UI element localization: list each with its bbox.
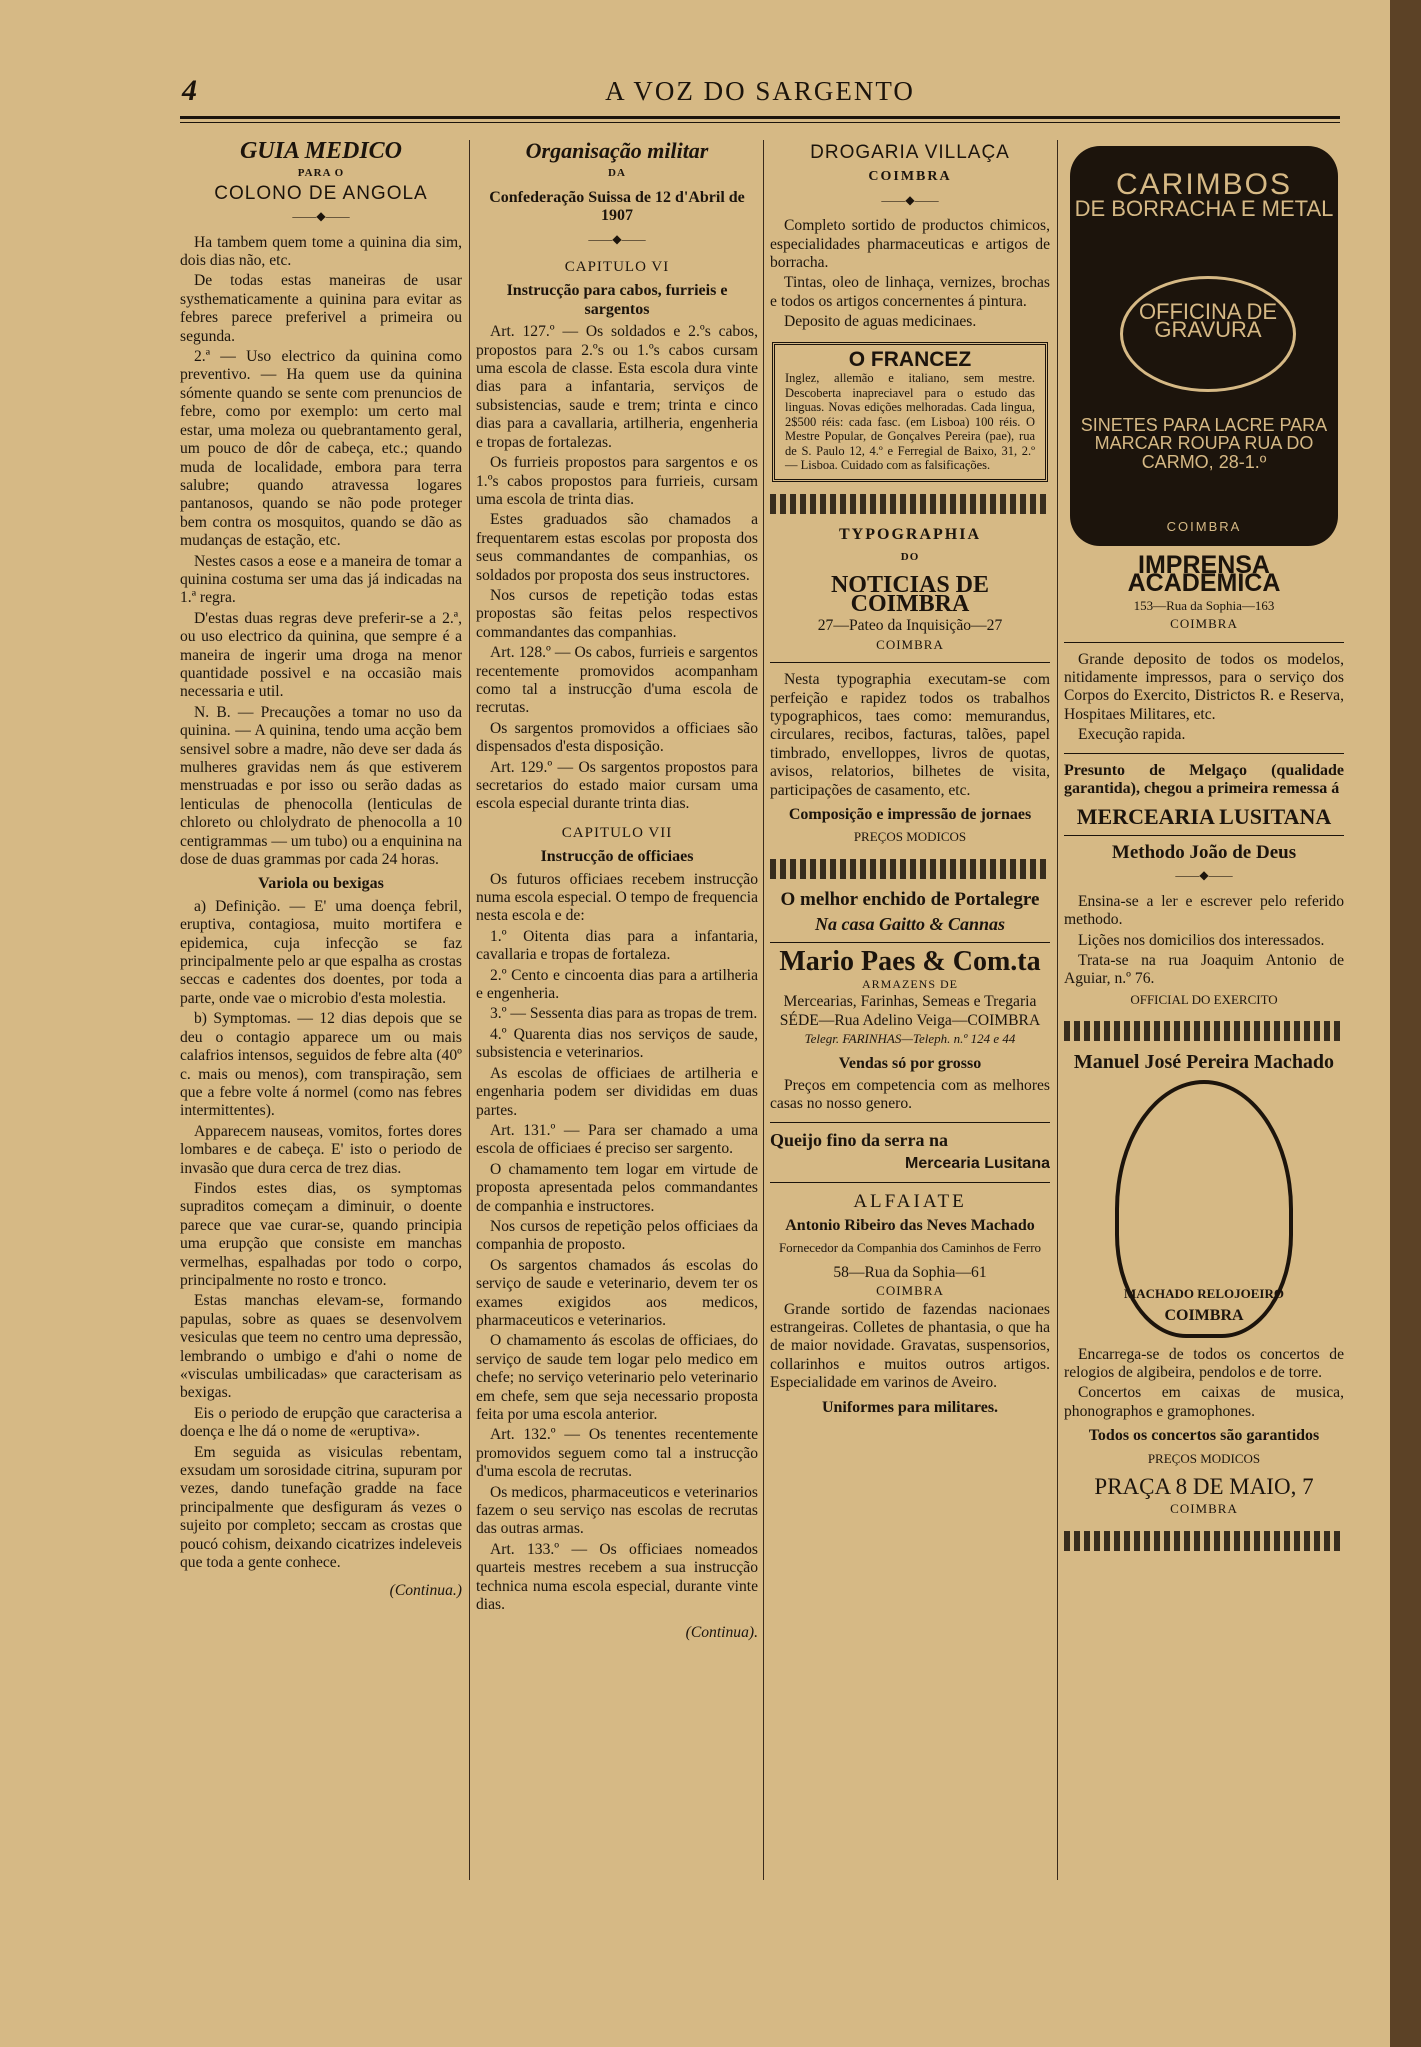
paragraph: Os futuros officiaes recebem instrucção numa escola especial. O tempo de frequencia nesta escola e de: [476,870,758,925]
ad-kicker: ARMAZENS DE [861,976,958,991]
paragraph: Art. 128.º — Os cabos, furrieis e sargentos recentemente promovidos acompanham como tal a instrucção d'uma escola de recrutas. [476,644,758,717]
ad-highlight: Composição e impressão de jornaes [788,805,1032,823]
ornament-divider: ——◆—— [588,231,646,246]
ad-highlight: Vendas só por grosso [838,1054,982,1072]
ad-address: 58—Rua da Sophia—61 [833,1263,987,1281]
ornament-bar [1064,1021,1344,1041]
paragraph: De todas estas maneiras de usar systhematicamente a quinina para evitar as febres parece preferivel a primeira ou segunda. [180,272,462,345]
paragraph: Os sargentos promovidos a officiaes são dispensados d'esta disposição. [476,719,758,756]
ad-city: COIMBRA [868,169,952,185]
header-rule [180,116,1340,123]
paragraph: Ha tambem quem tome a quinina dia sim, dois dias não, etc. [180,233,462,270]
ad-title-drogaria: DROGARIA VILLAÇA [810,142,1010,163]
ad-telephone: Telegr. FARINHAS—Teleph. n.º 124 e 44 [804,1031,1016,1047]
ad-city: COIMBRA [876,636,944,652]
paragraph: Nos cursos de repetição todas estas propostas são feitas pelos respectivos commandantes das companhias. [476,586,758,641]
emblem-city: COIMBRA [1164,1307,1244,1325]
paragraph: Encarrega-se de todos os concertos de relogios de algibeira, pendolos e de torre. [1064,1345,1344,1381]
ad-highlight: Uniformes para militares. [821,1398,999,1416]
article-subtitle: COLONO DE ANGOLA [214,182,428,204]
ornament-bar [770,859,1050,879]
page-edge [1390,0,1421,2047]
paragraph: Deposito de aguas medicinaes. [784,313,977,331]
ad-city: COIMBRA [876,1283,944,1299]
separator [770,1182,1050,1183]
paragraph: Estas manchas elevam-se, formando papulas, sobre as quaes se desenvolvem vesiculas que teem no centro uma depressão, lembrando o umbigo e d'ahi o nome de «visculas umbilicadas» que caracterisam as bexigas. [180,1292,462,1402]
continued-note: (Continua). [685,1624,758,1642]
ad-address: 153—Rua da Sophia—163 [1133,597,1275,613]
article-subtitle: Confederação Suissa de 12 d'Abril de 1907 [489,188,745,225]
chapter-title: Instrucção de officiaes [540,848,694,866]
paragraph: Eis o periodo de erupção que caracterisa a doença e lhe dá o nome de «eruptiva». [180,1404,462,1441]
ad-address: SÉDE—Rua Adelino Veiga—COIMBRA [779,1011,1041,1029]
ad-carimbos-engraving [1070,146,1338,546]
paragraph: Ensina-se a ler e escrever pelo referido methodo. [1064,892,1344,929]
ad-sub-portalegre: Na casa Gaitto & Cannas [814,914,1006,935]
paragraph: Trata-se na rua Joaquim Antonio de Aguiar, n.º 76. [1064,951,1344,988]
ad-title-imprensa: IMPRENSA ACADEMICA [1127,551,1281,598]
separator [1064,835,1344,836]
column-guia-medico [180,130,462,1890]
column-divider [1057,140,1058,1880]
stamp-title: CARIMBOS [1115,168,1293,201]
chapter-heading: CAPITULO VII [561,824,673,841]
column-divider [469,140,470,1880]
paragraph: Em seguida as visiculas rebentam, exsudam um sorosidade citrina, supuram por vezes, dando tunefação gradde na face principalmente que desfiguram ás vezes o sujeito por completo; seccam as crostas que poucó cohism, deixando cicatrizes indeleveis que toda a gente conhece. [180,1443,462,1572]
ad-kicker: DO [900,551,920,564]
paragraph: Art. 132.º — Os tenentes recentemente promovidos seguem como tal a instrucção d'uma escola de recrutas. [476,1426,758,1481]
paragraph: Tintas, oleo de linhaça, vernizes, brochas e todos os artigos concernentes á pintura. [770,274,1050,310]
column-organisacao-militar [476,130,758,1890]
paragraph: 2.º Cento e cincoenta dias para a artilheria e engenheria. [476,966,758,1003]
ornament-divider: ——◆—— [881,192,939,207]
paragraph: O chamamento tem logar em virtude de proposta apresentada pelos commandantes de companhia e instructores. [476,1160,758,1215]
stamp-ring [1120,276,1296,392]
article-title: GUIA MEDICO [239,138,403,164]
paragraph: Apparecem nauseas, vomitos, fortes dores lombares e de cabeça. E' isto o periodo de invasão que dura cerca de trez dias. [180,1122,462,1177]
ad-prices: PREÇOS MODICOS [1147,1450,1261,1466]
page-number: 4 [182,74,197,107]
ad-city: COIMBRA [1170,616,1238,632]
ad-title-alfaiate: ALFAIATE [853,1190,967,1212]
column-divider [763,140,764,1880]
ad-title-queijo: Queijo fino da serra na [770,1129,948,1150]
separator [770,1122,1050,1123]
ad-presunto: Presunto de Melgaço (qualidade garantida), chegou a primeira remessa á [1064,761,1344,798]
paragraph: Lições nos domicilios dos interessados. [1078,931,1325,949]
watchmaker-emblem [1115,1080,1293,1338]
paragraph: Nos cursos de repetição pelos officiaes da companhia de proposto. [476,1217,758,1254]
ad-address: 27—Pateo da Inquisição—27 [817,617,1003,635]
paragraph: Estes graduados são chamados a frequentarem estas escolas por proposta dos seus commandantes de companhias, os soldados por proposta dos seus instructores. [476,511,758,584]
ad-highlight: Todos os concertos são garantidos [1088,1427,1320,1445]
continued-note: (Continua.) [389,1582,462,1600]
ad-line: Mercearias, Farinhas, Semeas e Tregaria [783,993,1037,1011]
stamp-details: SINETES PARA LACRE PARA MARCAR ROUPA RUA DO CARMO, 28-1.º [1080,415,1328,472]
paragraph: a) Definição. — E' uma doença febril, eruptiva, contagiosa, muito mortifera e epidemica, cuja infecção se faz principalmente pelo ar que espalha as crostas seccas e cadentes dos doentes, por toda a parte, onde vae o microbio d'esta molestia. [180,897,462,1007]
article-kicker: DA [608,167,626,180]
ad-city: COIMBRA [1170,1501,1238,1517]
section-heading: Variola ou bexigas [258,875,384,893]
paragraph: Art. 131.º — Para ser chamado a uma escola de officiaes é preciso ser sargento. [476,1121,758,1158]
ad-title-francez: O FRANCEZ [848,347,972,371]
paragraph: Art. 133.º — Os officiaes nomeados quarteis mestres recebem a sua instrucção technica numa escola especial, durante vinte dias. [476,1540,758,1614]
paragraph: Concertos em caixas de musica, phonographos e gramophones. [1064,1384,1344,1420]
article-kicker: PARA O [297,167,345,180]
masthead: A VOZ DO SARGENTO [605,76,915,106]
ad-name-noticias: NOTICIAS DE COIMBRA [830,572,990,617]
paragraph: Preços em competencia com as melhores casas no nosso genero. [770,1077,1050,1113]
paragraph: 3.º — Sessenta dias para as tropas de trem. [490,1005,758,1023]
paragraph: Art. 127.º — Os soldados e 2.ºs cabos, propostos para 2.ºs ou 1.ºs cabos cursam uma escola de classe. Esta escola dura vinte dias para a infantaria, serviços de subsistencias, saude e trem; trinta e cinco dias para a cavallaria, artilheria, engenheria e tropas de fortalezas. [476,323,758,451]
stamp-ring-text: OFFICINA DE GRAVURA [1138,299,1278,343]
ad-box-francez [772,342,1048,482]
paragraph: Nestes casos a eose e a maneira de tomar a quinina costuma ser uma das já indicadas na 1.ª regra. [180,552,462,607]
ornament-bar [1064,1531,1344,1551]
article-title: Organisação militar [525,138,709,163]
separator [770,662,1050,663]
ad-sub-queijo: Mercearia Lusitana [905,1155,1050,1173]
ornament-divider: ——◆—— [292,209,350,224]
paragraph: D'estas duas regras deve preferir-se a 2.ª, ou uso electrico da quinina, que sempre é a maneira de ingerir uma droga na menor quantidade possivel e na occasião mais necessaria e util. [180,609,462,701]
paragraph: Os sargentos chamados ás escolas do serviço de saude e veterinario, devem ter os exames exigidos aos medicos, pharmaceuticos e veterinarios. [476,1256,758,1329]
paragraph: Grande deposito de todos os modelos, nitidamente impressos, para o serviço dos Corpos do Exercito, Districtos R. e Reserva, Hospitaes Militares, etc. [1064,650,1344,723]
ornament-divider: ——◆—— [1175,868,1233,883]
ad-signature: OFFICIAL DO EXERCITO [1130,991,1278,1007]
chapter-heading: CAPITULO VI [564,259,670,276]
ad-title-typographia: TYPOGRAPHIA [839,525,981,543]
emblem-text: MACHADO RELOJOEIRO [1124,1286,1284,1302]
ad-name-alfaiate: Antonio Ribeiro das Neves Machado [785,1217,1035,1235]
ad-title-portalegre: O melhor enchido de Portalegre [780,888,1040,910]
chapter-title: Instrucção para cabos, furrieis e sargentos [506,282,728,318]
paragraph: Grande sortido de fazendas nacionaes estrangeiras. Colletes de phantasia, o que ha de maior novidade. Gravatas, suspensorios, collarinhos e muitos outros artigos. Especialidade em varinos de Aveiro. [770,1300,1050,1392]
paragraph: 2.ª — Uso electrico da quinina como preventivo. — Ha quem use da quinina sómente quando se sente com prenuncios de febre, como por exemplo: um certo mal estar, uma moleza ou quebrantamento geral, um pouco de dôr de cabeça, etc.; quando muda de localidade, embora para terra salubre; quando atravessa logares pantanosos, quando se não pode proteger bem contra os mosquitos, quando se dão as mudanças de estação, etc. [180,348,462,550]
page-header [180,70,1340,114]
ad-title-mario-paes: Mario Paes & Com.ta [779,945,1041,977]
paragraph: b) Symptomas. — 12 dias depois que se deu o contagio apparece um ou mais calafrios intensos, seguidos de febre alta (40º c. mais ou menos), com transpiração, sem que a febre volte á normel (como nas febres intermittentes). [180,1010,462,1120]
ad-sub-alfaiate: Fornecedor da Companhia dos Caminhos de Ferro [778,1240,1042,1256]
stamp-subtitle: DE BORRACHA E METAL [1074,196,1334,222]
separator [770,942,1050,943]
paragraph: Os medicos, pharmaceuticos e veterinarios fazem o seu serviço nas escolas de recrutas das outras armas. [476,1483,758,1538]
paragraph: Execução rapida. [1078,726,1186,744]
stamp-city: COIMBRA [1166,519,1242,534]
paragraph: Completo sortido de productos chimicos, especialidades pharmaceuticas e artigos de borracha. [770,217,1050,272]
paragraph: 4.º Quarenta dias nos serviços de saude, subsistencia e veterinarios. [476,1025,758,1062]
paragraph: 1.º Oitenta dias para a infantaria, cavallaria e tropas de fortaleza. [476,927,758,964]
paragraph: Findos estes dias, os symptomas supraditos começam a diminuir, o doente parece que vae curar-se, quando principia uma erupção que consiste em manchas vermelhas, espalhadas por todo o corpo, principalmente no rosto e tronco. [180,1179,462,1289]
ad-title-mercearia: MERCEARIA LUSITANA [1076,804,1332,830]
ornament-bar [770,494,1050,514]
column-advertisements-left [770,130,1050,1890]
paragraph: N. B. — Precauções a tomar no uso da quinina. — A quinina, tendo uma acção bem sensivel sobre a madre, não deve ser dada ás mulheres gravidas nem ás que estiverem menstruadas e por isso ou serão dadas as lenticulas de phenocolla (lenticulas de chloreto ou chlolydrato de phenocolla a 10 centigrammas — um tubo) ou a enquinina na dose de duas grammas por cada 24 horas. [180,703,462,869]
paragraph: Os furrieis propostos para sargentos e os 1.ºs cabos propostos para furrieis, cursam uma escola de trinta dias. [476,454,758,508]
paragraph: As escolas de officiaes de artilheria e engenharia podem ser divididas em duas partes. [476,1064,758,1119]
ad-address: PRAÇA 8 DE MAIO, 7 [1094,1473,1314,1499]
separator [1064,642,1344,643]
paragraph: Nesta typographia executam-se com perfeição e rapidez todos os trabalhos typographicos, taes como: memurandus, circulares, recibos, facturas, talões, papel timbrado, envelloppes, livros de quotas, avisos, relatorios, bilhetes de visita, participações de casamento, etc. [770,671,1050,799]
ad-title-machado: Manuel José Pereira Machado [1073,1051,1335,1074]
column-advertisements-right [1064,130,1344,1890]
ad-prices: PREÇOS MODICOS [853,829,967,845]
separator [1064,753,1344,754]
paragraph: O chamamento ás escolas de officiaes, do serviço de saude tem logar pelo medico em chefe; no serviço veterinario pelo veterinario em chefe, sem que seja necessario proposta feita por uma escola anterior. [476,1332,758,1423]
ad-text-francez: Inglez, allemão e italiano, sem mestre. Descoberta inapreciavel para o estudo das linguas. Novas edições melhoradas. Cada lingua, 2$500 réis: cada fasc. (em Lisboa) 100 réis. O Mestre Popular, de Gonçalves Pereira (pae), rua de S. Paulo 12, 4.º e Ferregial de Baixo, 31, 2.º — Lisboa. Cuidado com as falsificações. [785,371,1035,473]
paragraph: Art. 129.º — Os sargentos propostos para secretarios do estado maior cursam uma escola especial durante trinta dias. [476,758,758,813]
ad-title-methodo: Methodo João de Deus [1111,841,1297,863]
